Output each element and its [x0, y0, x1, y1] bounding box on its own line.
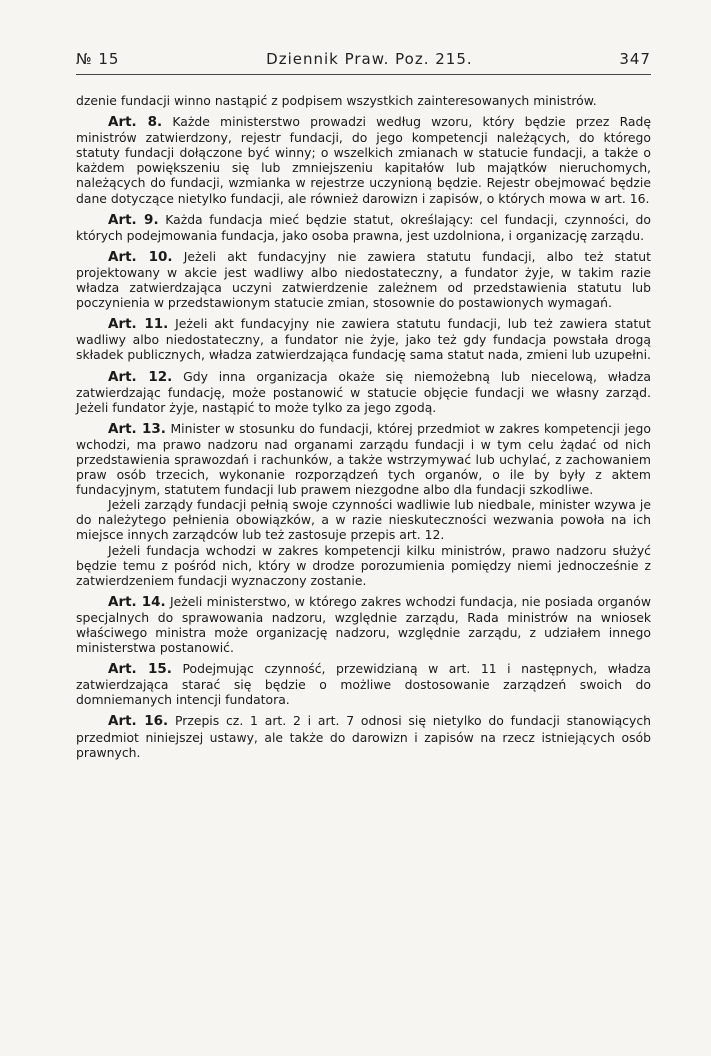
document-body: [76, 93, 651, 766]
article-number: Art. 13.: [108, 420, 166, 437]
article-14: Art. 14. Jeżeli ministerstwo, w którego zakres wchodzi fundacja, nie posiada organów specjalnych do sprawowania nadzoru, względnie zarządu, Rada ministrów na wniosek właściwego ministra może organizację nadzoru, względnie zarządu, z udziałem innego ministerstwa postanowić.: [76, 593, 651, 656]
article-12: Art. 12. Gdy inna organizacja okaże się niemożebną lub niecelową, władza zatwierdzając fundację, może postanowić w statucie objęcie fundacji we własny zarząd. Jeżeli fundator żyje, nastąpić to może tylko za jego zgodą.: [76, 368, 651, 415]
article-10: Art. 10. Jeżeli akt fundacyjny nie zawiera statutu fundacji, albo też statut projektowany w akcie jest wadliwy albo niedostateczny, a fundator żyje, w takim razie władza zatwierdzająca uczyni zatwierdzenie zależnem od przedstawienia statutu lub poczynienia w przedstawionym statucie zmian, stosownie do postawionych wymagań.: [76, 248, 651, 311]
paragraph: Jeżeli zarządy fundacji pełnią swoje czynności wadliwie lub niedbale, minister wzywa je do należytego pełnienia obowiązków, a w razie nieskuteczności wezwania powoła na ich miejsce innych zarządców lub też zastosuje przepis art. 12.: [76, 497, 651, 543]
article-number: Art. 10.: [108, 248, 173, 265]
article-16: Art. 16. Przepis cz. 1 art. 2 i art. 7 odnosi się nietylko do fundacji stanowiących przedmiot niniejszej ustawy, ale także do darowizn i zapisów na rzecz istniejących osób prawnych.: [76, 713, 651, 760]
article-number: Art. 12.: [108, 368, 173, 385]
journal-title: Dziennik Praw. Poz. 215.: [266, 50, 473, 68]
article-8: Art. 8. Każde ministerstwo prowadzi według wzoru, który będzie przez Radę ministrów zatwierdzony, rejestr fundacji, do jego kompetencji należących, do którego statuty fundacji dołączone być winny; o wszelkich zmianach w statucie fundacji, a także o każdem powiększeniu się lub zmniejszeniu kapitałów lub majątków nieruchomych, należących do fundacji, wzmianka w rejestrze uczynioną będzie. Rejestr obejmować będzie dane dotyczące nietylko fundacji, ale również darowizn i zapisów, o których mowa w art. 16.: [76, 114, 651, 206]
header-rule: [76, 74, 651, 75]
page-header: [76, 50, 651, 72]
page-number: 347: [619, 50, 651, 68]
article-number: Art. 16.: [108, 713, 169, 730]
issue-number: № 15: [76, 50, 120, 68]
article-number: Art. 15.: [108, 661, 172, 678]
article-13: Art. 13. Minister w stosunku do fundacji, której przedmiot w zakres kompetencji jego wchodzi, ma prawo nadzoru nad organami zarządu fundacji i w tym celu żądać od nich przedstawienia sprawozdań i rachunków, a także wstrzymywać lub uchylać, z zachowaniem praw osób trzecich, wykonanie rozporządzeń tych organów, o ile by były z aktem fundacyjnym, statutem fundacji lub prawem niezgodne albo dla fundacji szkodliwe.: [76, 420, 651, 498]
article-9: Art. 9. Każda fundacja mieć będzie statut, określający: cel fundacji, czynności, do których podejmowania fundacja, jako osoba prawna, jest uzdolniona, i organizację zarządu.: [76, 211, 651, 243]
article-number: Art. 14.: [108, 593, 166, 610]
paragraph: dzenie fundacji winno nastąpić z podpisem wszystkich zainteresowanych ministrów.: [76, 93, 597, 108]
article-15: Art. 15. Podejmując czynność, przewidzianą w art. 11 i następnych, władza zatwierdzająca starać się będzie o możliwe dostosowanie zarządzeń swoich do domniemanych intencji fundatora.: [76, 661, 651, 708]
article-number: Art. 11.: [108, 316, 169, 333]
paragraph: Jeżeli fundacja wchodzi w zakres kompetencji kilku ministrów, prawo nadzoru służyć będzie temu z pośród nich, który w drodze porozumienia pomiędzy niemi jednocześnie z zatwierdzeniem fundacji wyznaczony zostanie.: [76, 542, 651, 588]
article-number: Art. 9.: [108, 211, 159, 228]
article-11: Art. 11. Jeżeli akt fundacyjny nie zawiera statutu fundacji, lub też zawiera statut wadliwy albo niedostateczny, a fundator nie żyje, jako też gdy fundacja powstała drogą składek publicznych, władza zatwierdzająca fundację sama statut nada, zmieni lub uzupełni.: [76, 316, 651, 363]
article-number: Art. 8.: [108, 114, 163, 131]
